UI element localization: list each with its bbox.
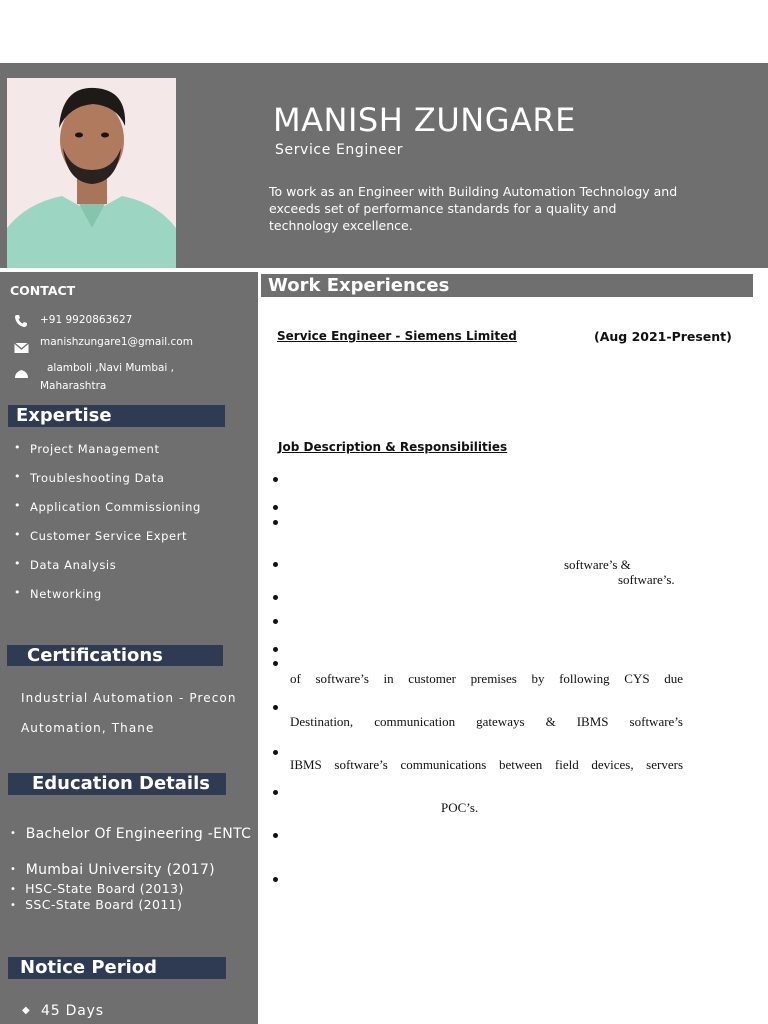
- bullet-dot: [273, 477, 278, 482]
- objective-text: [269, 183, 699, 234]
- job-description-fragment: IBMS software’s communications between field devices, servers: [290, 757, 683, 772]
- bullet-dot: [273, 505, 278, 510]
- objective-line: exceeds set of performance standards for a quality and: [269, 201, 617, 216]
- certification-line: Industrial Automation - Precon: [21, 691, 237, 705]
- bullet-dot: [273, 595, 278, 600]
- candidate-name: MANISH ZUNGARE: [273, 101, 576, 139]
- diamond-bullet-icon: ◆: [22, 1005, 31, 1016]
- contact-address-line1: alamboli ,Navi Mumbai ,: [47, 362, 175, 374]
- work-experiences-title: Work Experiences: [261, 274, 753, 297]
- bullet-dot: [273, 520, 278, 525]
- notice-period-title: Notice Period: [8, 957, 226, 979]
- mail-icon: [14, 339, 30, 353]
- list-item: • Application Commissioning: [14, 500, 201, 514]
- bullet-dot: [273, 705, 278, 710]
- list-item: • SSC-State Board (2011): [10, 897, 183, 912]
- list-item: • HSC-State Board (2013): [10, 881, 184, 896]
- certification-line: Automation, Thane: [21, 721, 155, 735]
- bullet-dot: [273, 619, 278, 624]
- job-title: Service Engineer - Siemens Limited: [277, 329, 517, 343]
- contact-address-line2: Maharashtra: [40, 380, 107, 392]
- bullet-dot: [273, 661, 278, 666]
- list-item: • Mumbai University (2017): [10, 862, 215, 878]
- bullet-dot: [273, 877, 278, 882]
- contact-phone[interactable]: +91 9920863627: [40, 314, 133, 326]
- certifications-title: Certifications: [7, 645, 223, 666]
- job-description-fragment: software’s.: [618, 572, 675, 587]
- list-item: • Customer Service Expert: [14, 529, 187, 543]
- bullet-dot: [273, 790, 278, 795]
- phone-icon: [14, 313, 30, 327]
- bullet-dot: [273, 750, 278, 755]
- list-item: • Networking: [14, 587, 102, 601]
- notice-period-value: ◆ 45 Days: [22, 1003, 104, 1019]
- list-item: • Project Management: [14, 442, 160, 456]
- contact-email[interactable]: manishzungare1@gmail.com: [40, 336, 193, 348]
- job-description-fragment: of software’s in customer premises by following CYS due: [290, 671, 683, 686]
- objective-line: technology excellence.: [269, 218, 413, 233]
- profile-photo: [7, 78, 176, 268]
- education-title: Education Details: [8, 773, 226, 795]
- bullet-dot: [273, 562, 278, 567]
- list-item: • Data Analysis: [14, 558, 116, 572]
- expertise-title: Expertise: [8, 405, 225, 427]
- education-list: [10, 826, 258, 916]
- job-description-fragment: POC’s.: [441, 800, 479, 815]
- expertise-list: [14, 442, 244, 612]
- bullet-dot: [273, 833, 278, 838]
- list-item: • Bachelor Of Engineering -ENTC: [10, 826, 252, 842]
- contact-title: CONTACT: [10, 283, 76, 298]
- list-item: • Troubleshooting Data: [14, 471, 164, 485]
- job-description-title: Job Description & Responsibilities: [278, 440, 508, 454]
- job-description-fragment: Destination, communication gateways & IBMS software’s: [290, 714, 683, 729]
- objective-line: To work as an Engineer with Building Automation Technology and: [269, 184, 678, 199]
- candidate-role: Service Engineer: [275, 142, 404, 158]
- job-description-fragment: software’s &: [564, 557, 631, 572]
- home-icon: [14, 364, 30, 378]
- bullet-dot: [273, 647, 278, 652]
- job-period: (Aug 2021-Present): [594, 329, 732, 344]
